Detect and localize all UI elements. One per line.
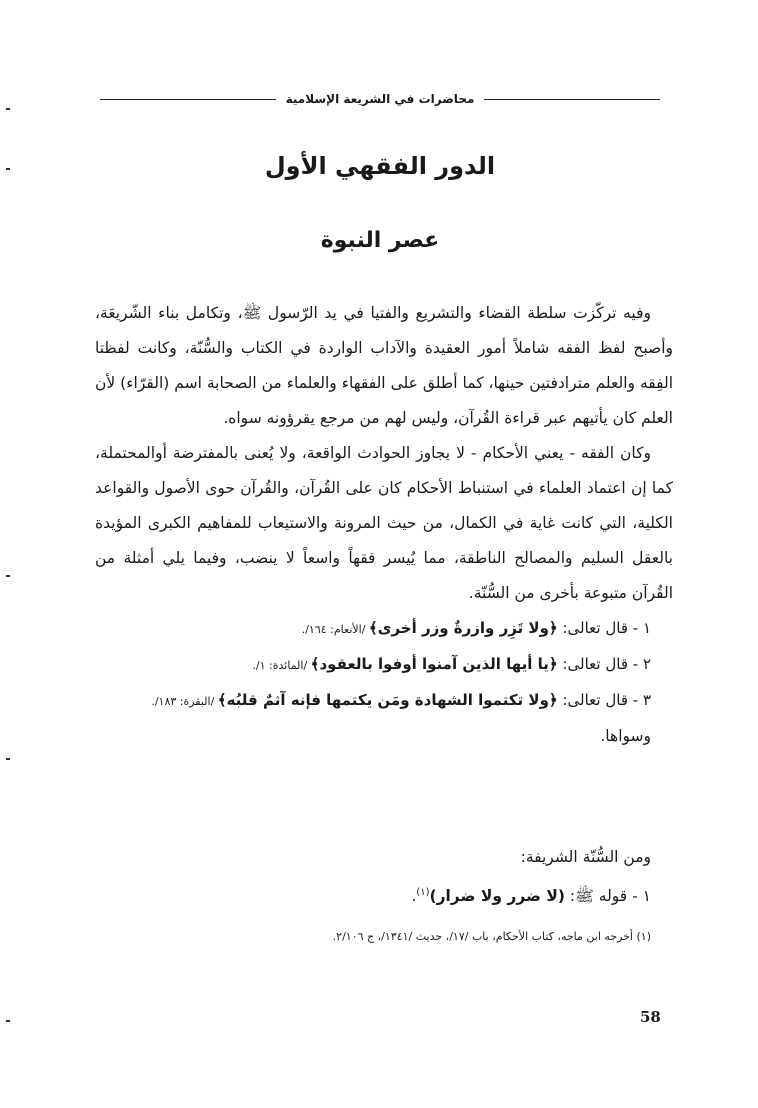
- verse-text: ﴿ولا تكتموا الشهادة ومَن يكتمها فإنه آثمٌ قلبُه﴾: [217, 691, 558, 709]
- margin-mark: [6, 575, 10, 577]
- verse-item: [95, 683, 673, 719]
- hadith-item: [95, 875, 673, 914]
- hadith-end: .: [411, 887, 417, 906]
- margin-mark: [6, 168, 10, 170]
- margin-mark: [6, 108, 10, 110]
- running-header: [100, 88, 660, 110]
- footnote-marker: (١): [416, 887, 430, 898]
- running-title: محاضرات في الشريعة الإسلامية: [285, 92, 475, 106]
- verse-prefix: ٣ - قال تعالى:: [557, 691, 651, 709]
- header-rule-left: [100, 99, 276, 100]
- header-rule-right: [484, 99, 660, 100]
- body-text: [95, 296, 673, 754]
- margin-mark: [6, 758, 10, 760]
- verse-prefix: ١ - قال تعالى:: [557, 619, 651, 637]
- verse-text: ﴿ولا تَزِر وازرةٌ وزر أخرى﴾: [368, 619, 558, 637]
- verse-reference: /الأنعام: ١٦٤/.: [301, 623, 369, 636]
- hadith-text: (لا ضرر ولا ضرار): [429, 887, 565, 906]
- sunnah-section: [95, 840, 673, 914]
- footnote: (١) أخرجه ابن ماجه، كتاب الأحكام، باب /١٧/، حديث /١٣٤١/، ج ٢/١٠٦.: [332, 930, 651, 943]
- page-number: 58: [640, 1008, 661, 1026]
- sunnah-heading: ومن السُّنّة الشريفة:: [520, 848, 651, 866]
- chapter-title: الدور الفقهي الأول: [264, 152, 496, 180]
- paragraph: وكان الفقه - يعني الأحكام - لا يجاوز الحوادث الواقعة، ولا يُعنى بالمفترضة أوالمحتملة، كما إن اعتماد العلماء في استنباط الأحكام كان على القُرآن، والقُرآن حوى الأصول والقواعد الكلية، التي كانت غاية في الكمال، من حيث المرونة والاستيعاب للمفاهيم الكبرى المؤيدة بالعقل السليم والمصالح الناطقة، مما يُيسر فقهاً واسعاً لا ينضب، وفيما يلي أمثلة من القُرآن متبوعة بأخرى من السُّنّة.: [95, 444, 673, 602]
- paragraph: وفيه تركّزت سلطة القضاء والتشريع والفتيا في يد الرّسول ﷺ، وتكامل بناء الشّريعَة، وأصبح لفظ الفقه شاملاً أمور العقيدة والآداب الواردة في الكتاب والسُّنّة، وكانت لفظتا الفِقه والعلم مترادفتين حينها، كما أطلق على الفقهاء والعلماء من الصحابة اسم (القرّاء) لأن العلم كان يأتيهم عبر قراءة القُرآن، وليس لهم من مرجع يقرؤونه سواه.: [95, 304, 673, 427]
- verse-reference: /المائدة: ١/.: [252, 659, 311, 672]
- verse-item: [95, 647, 673, 683]
- verse-text: ﴿يا أيها الذين آمنوا أوفوا بالعقود﴾: [310, 655, 558, 673]
- closing-line: وسواها.: [600, 727, 651, 745]
- verse-list: [95, 611, 673, 719]
- verse-item: [95, 611, 673, 647]
- margin-mark: [6, 1020, 10, 1022]
- verse-prefix: ٢ - قال تعالى:: [557, 655, 651, 673]
- verse-reference: /البقرة: ١٨٣/.: [151, 695, 218, 708]
- hadith-prefix: ١ - قوله ﷺ:: [564, 887, 651, 906]
- chapter-subtitle: عصر النبوة: [320, 228, 440, 253]
